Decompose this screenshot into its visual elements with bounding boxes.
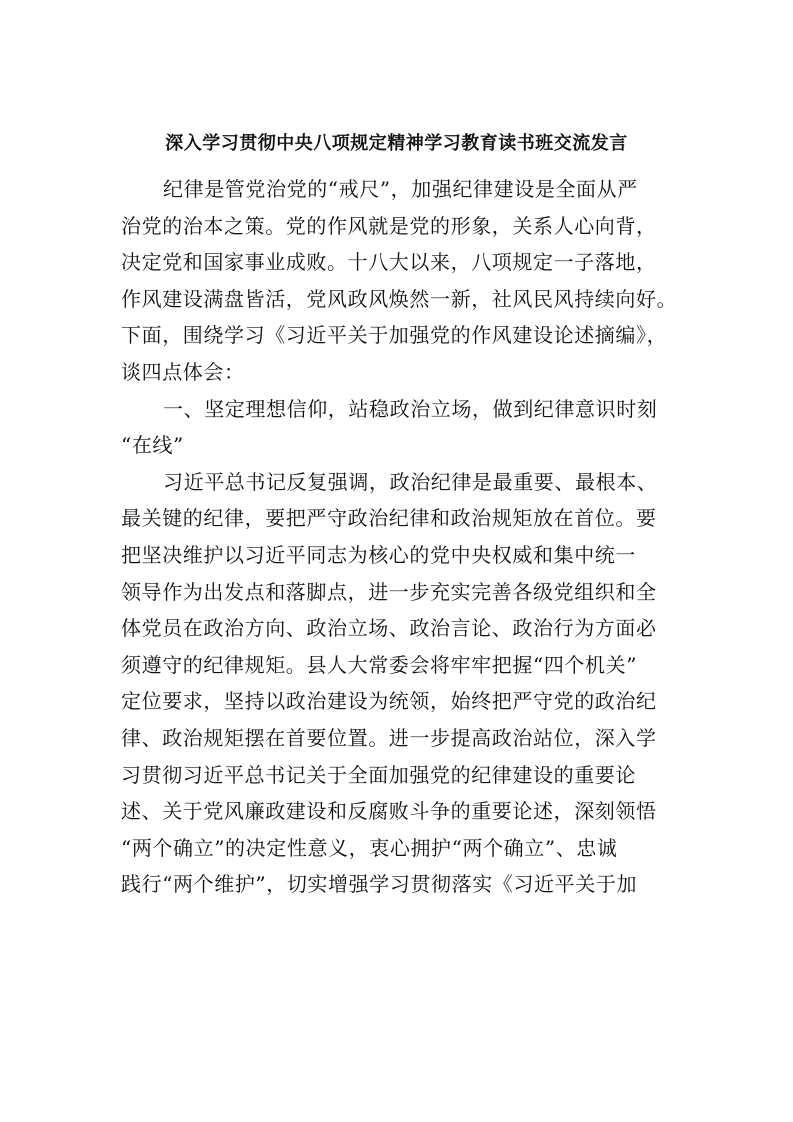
- paragraph-line: 决定党和国家事业成败。十八大以来，八项规定一子落地，: [121, 250, 657, 275]
- paragraph-line: 律、政治规矩摆在首要位置。进一步提高政治站位，深入学: [121, 725, 657, 750]
- paragraph-line: 纪律是管党治党的“戒尺”，加强纪律建设是全面从严: [163, 177, 638, 201]
- paragraph-line: 习贯彻习近平总书记关于全面加强党的纪律建设的重要论: [121, 762, 636, 787]
- paragraph-line: 述、关于党风廉政建设和反腐败斗争的重要论述，深刻领悟: [121, 799, 657, 824]
- paragraph-line: 治党的治本之策。党的作风就是党的形象，关系人心向背，: [121, 213, 657, 238]
- document-body: [121, 171, 678, 903]
- document-title: 深入学习贯彻中央八项规定精神学习教育读书班交流发言: [165, 133, 628, 154]
- paragraph-line: 最关键的纪律，要把严守政治纪律和政治规矩放在首位。要: [121, 506, 657, 531]
- paragraph-line: 定位要求，坚持以政治建设为统领，始终把严守党的政治纪: [121, 689, 657, 714]
- paragraph-line: 习近平总书记反复强调，政治纪律是最重要、最根本、: [163, 469, 658, 494]
- paragraph-line: 谈四点体会：: [121, 359, 245, 384]
- paragraph-line: “两个确立”的决定性意义，衷心拥护“两个确立”、忠诚: [121, 835, 618, 860]
- paragraph-line: 践行“两个维护”，切实增强学习贯彻落实《习近平关于加: [121, 872, 638, 897]
- section-heading-line: 一、坚定理想信仰，站稳政治立场，做到纪律意识时刻: [163, 396, 658, 421]
- paragraph-line: 须遵守的纪律规矩。县人大常委会将牢牢把握“四个机关”: [121, 652, 638, 677]
- section-heading-line: “在线”: [121, 433, 184, 458]
- paragraph-line: 领导作为出发点和落脚点，进一步充实完善各级党组织和全: [121, 579, 657, 604]
- paragraph-line: 下面，围绕学习《习近平关于加强党的作风建设论述摘编》，: [121, 323, 668, 348]
- paragraph-line: 把坚决维护以习近平同志为核心的党中央权威和集中统一: [121, 542, 636, 567]
- paragraph-line: 作风建设满盘皆活，党风政风焕然一新，社风民风持续向好。: [121, 286, 678, 311]
- paragraph-line: 体党员在政治方向、政治立场、政治言论、政治行为方面必: [121, 616, 657, 641]
